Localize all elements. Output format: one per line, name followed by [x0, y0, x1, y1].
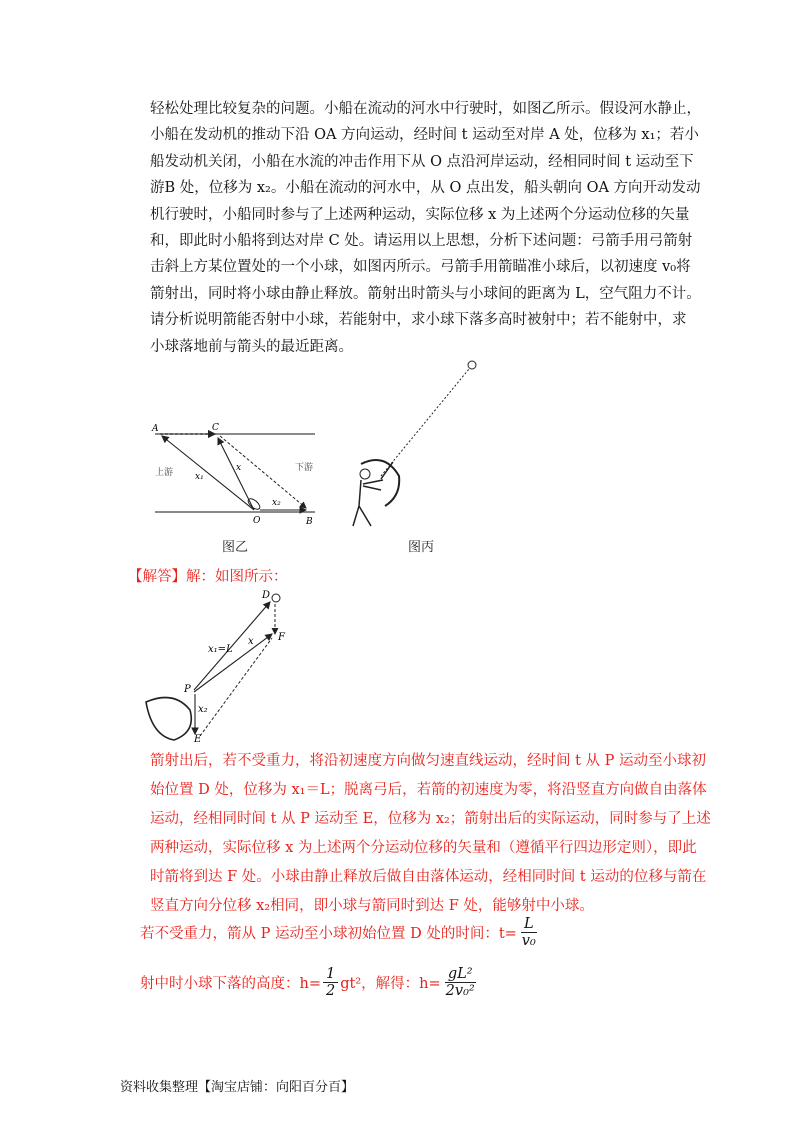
answer-line: 时箭将到达 F 处。小球由静止释放后做自由落体运动，经相同时间 t 运动的位移与箭在	[150, 869, 707, 885]
label-b: B	[306, 517, 313, 527]
answer-paragraph	[150, 747, 711, 921]
archer-head	[360, 469, 370, 479]
figure-yi-caption: 图乙	[222, 540, 249, 555]
answer-line: 始位置 D 处，位移为 x₁＝L；脱离弓后，若箭的初速度为零，将沿竖直方向做自由落体	[150, 782, 707, 798]
figure-yi-diagram	[150, 418, 320, 530]
question-line: 小船在发动机的推动下沿 OA 方向运动，经时间 t 运动至对岸 A 处，位移为 x₁；若小	[150, 127, 699, 144]
answer-diagram	[138, 586, 298, 744]
question-line: 轻松处理比较复杂的问题。小船在流动的河水中行驶时，如图乙所示。假设河水静止，	[150, 101, 701, 117]
eq2-num1: 1	[323, 966, 338, 983]
eq2-fraction-half	[323, 966, 338, 999]
question-line: 小球落地前与箭头的最近距离。	[150, 338, 353, 355]
label-a: A	[152, 424, 159, 434]
question-line: 船发动机关闭，小船在水流的冲击作用下从 O 点沿河岸运动，经相同时间 t 运动至下	[150, 153, 694, 170]
eq2-den2: 2v₀²	[445, 983, 475, 999]
label-x: x	[248, 636, 254, 647]
footer-note: 资料收集整理【淘宝店铺：向阳百分百】	[120, 1080, 355, 1095]
answer-intro: 解：如图所示：	[186, 569, 288, 585]
label-upstream: 上游	[155, 468, 174, 478]
question-line: 击斜上方某位置处的一个小球，如图丙所示。弓箭手用箭瞄准小球后，以初速度 v₀将	[150, 259, 691, 276]
label-f: F	[278, 632, 285, 643]
label-o: O	[253, 516, 261, 526]
question-paragraph	[150, 96, 701, 360]
eq2-text1: 射中时小球下落的高度：h=	[140, 976, 321, 992]
eq2-mid: gt²，解得：h=	[340, 976, 441, 992]
question-line: 请分析说明箭能否射中小球，若能射中，求小球下落多高时被射中；若不能射中，求	[150, 312, 687, 329]
vector-cb	[220, 436, 306, 508]
answer-line: 竖直方向分位移 x₂相同，即小球与箭同时到达 F 处，能够射中小球。	[150, 898, 594, 914]
equation-height	[140, 966, 480, 999]
bow-icon	[146, 698, 191, 741]
answer-label: 【解答】	[128, 569, 186, 585]
label-d: D	[262, 590, 271, 601]
label-downstream: 下游	[295, 463, 314, 473]
answer-line: 两种运动，实际位移 x 为上述两个分运动位移的矢量和（遵循平行四边形定则），即此	[150, 840, 697, 856]
question-line: 和，即此时小船将到达对岸 C 处。请运用以上思想，分析下述问题：弓箭手用弓箭射	[150, 233, 693, 250]
eq2-fraction-result	[443, 966, 478, 999]
label-x1: x₁	[195, 472, 204, 482]
figure-bing-caption: 图丙	[408, 540, 435, 555]
question-line: 机行驶时，小船同时参与了上述两种运动，实际位移 x 为上述两个分运动位移的矢量	[150, 206, 690, 223]
question-line: 箭射出，同时将小球由静止释放。箭射出时箭头与小球间的距离为 L，空气阻力不计。	[150, 285, 701, 302]
eq2-num2: gL²	[445, 966, 476, 983]
vector-x	[194, 634, 272, 692]
eq1-fraction	[519, 916, 539, 949]
aim-line	[381, 369, 469, 476]
eq1-denominator: v₀	[521, 933, 536, 949]
archer-body	[353, 480, 383, 526]
label-x2: x₂	[272, 498, 281, 508]
arrow-icon	[381, 462, 393, 479]
answer-line: 运动，经相同时间 t 从 P 运动至 E，位移为 x₂；箭射出后的实际运动，同时参与了上述	[150, 811, 711, 827]
answer-line: 箭射出后，若不受重力，将沿初速度方向做匀速直线运动，经时间 t 从 P 运动至小球初	[150, 753, 707, 769]
question-line: 游B 处，位移为 x₂。小船在流动的河水中，从 O 点出发，船头朝向 OA 方向开动发动	[150, 180, 701, 197]
label-x2: x₂	[198, 704, 208, 715]
eq2-den1: 2	[326, 983, 336, 999]
equation-time	[140, 916, 541, 949]
label-e: E	[194, 734, 202, 744]
label-x: x	[236, 463, 242, 473]
eq1-numerator: L	[521, 916, 537, 933]
label-p: P	[184, 684, 191, 695]
answer-heading	[128, 565, 288, 586]
label-c: C	[212, 423, 219, 433]
label-x1-l: x₁=L	[208, 644, 233, 655]
ball-d-icon	[272, 594, 280, 602]
figure-bing-diagram	[345, 356, 485, 532]
ball-icon	[468, 361, 476, 369]
eq1-text: 若不受重力，箭从 P 运动至小球初始位置 D 处的时间：t=	[140, 926, 517, 942]
vector-x1	[162, 436, 254, 510]
